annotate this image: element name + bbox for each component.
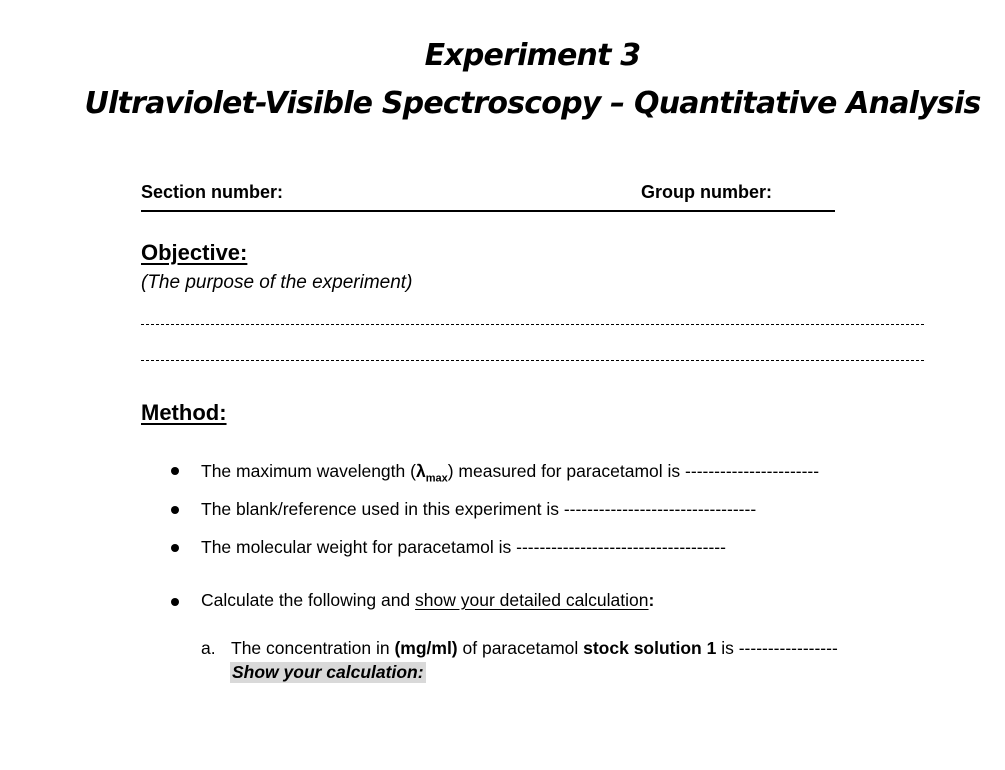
- list-item-molecular-weight: [201, 537, 726, 558]
- bold-term: stock solution 1: [583, 638, 717, 658]
- answer-blank: -----------------------: [685, 461, 820, 481]
- objective-answer-line-2: [141, 360, 924, 361]
- list-item-blank-reference: [201, 499, 756, 520]
- experiment-number-title: Experiment 3: [424, 38, 641, 73]
- underlined-instruction: show your detailed calculation: [415, 590, 649, 610]
- objective-note: (The purpose of the experiment): [141, 272, 413, 293]
- section-number-label: Section number:: [141, 182, 284, 202]
- bullet-icon: [171, 598, 179, 606]
- objective-answer-line-1: [141, 324, 924, 325]
- answer-blank: ------------------------------------: [516, 537, 726, 557]
- sub-item-concentration: [201, 638, 838, 659]
- method-heading: Method:: [141, 400, 227, 425]
- item-text: The blank/reference used in this experiment is: [201, 499, 564, 519]
- item-text: is: [716, 638, 739, 658]
- bullet-icon: [171, 467, 179, 475]
- bullet-icon: [171, 506, 179, 514]
- experiment-title: Ultraviolet-Visible Spectroscopy – Quantitative Analysis: [84, 86, 981, 121]
- item-text: The concentration in: [231, 638, 395, 658]
- answer-blank: -----------------: [738, 638, 838, 658]
- item-text: The molecular weight for paracetamol is: [201, 537, 517, 557]
- answer-blank: ---------------------------------: [563, 499, 757, 519]
- list-item-calculate: [201, 590, 654, 611]
- objective-heading: Objective:: [141, 240, 248, 265]
- item-text: Calculate the following and: [201, 590, 416, 610]
- group-number-label: Group number:: [641, 182, 772, 202]
- item-text: ) measured for paracetamol is: [447, 461, 686, 481]
- lambda-subscript: max: [425, 472, 448, 485]
- lambda-symbol: λ: [415, 461, 426, 481]
- item-text: The maximum wavelength (: [201, 461, 416, 481]
- show-calculation-label: Show your calculation:: [232, 662, 424, 682]
- bullet-icon: [171, 544, 179, 552]
- list-item-max-wavelength: [201, 461, 819, 485]
- sub-item-marker: a.: [201, 638, 216, 658]
- bold-unit: (mg/ml): [394, 638, 458, 658]
- section-group-field-row: [141, 180, 835, 212]
- item-text: :: [648, 590, 655, 610]
- item-text: of paracetamol: [457, 638, 584, 658]
